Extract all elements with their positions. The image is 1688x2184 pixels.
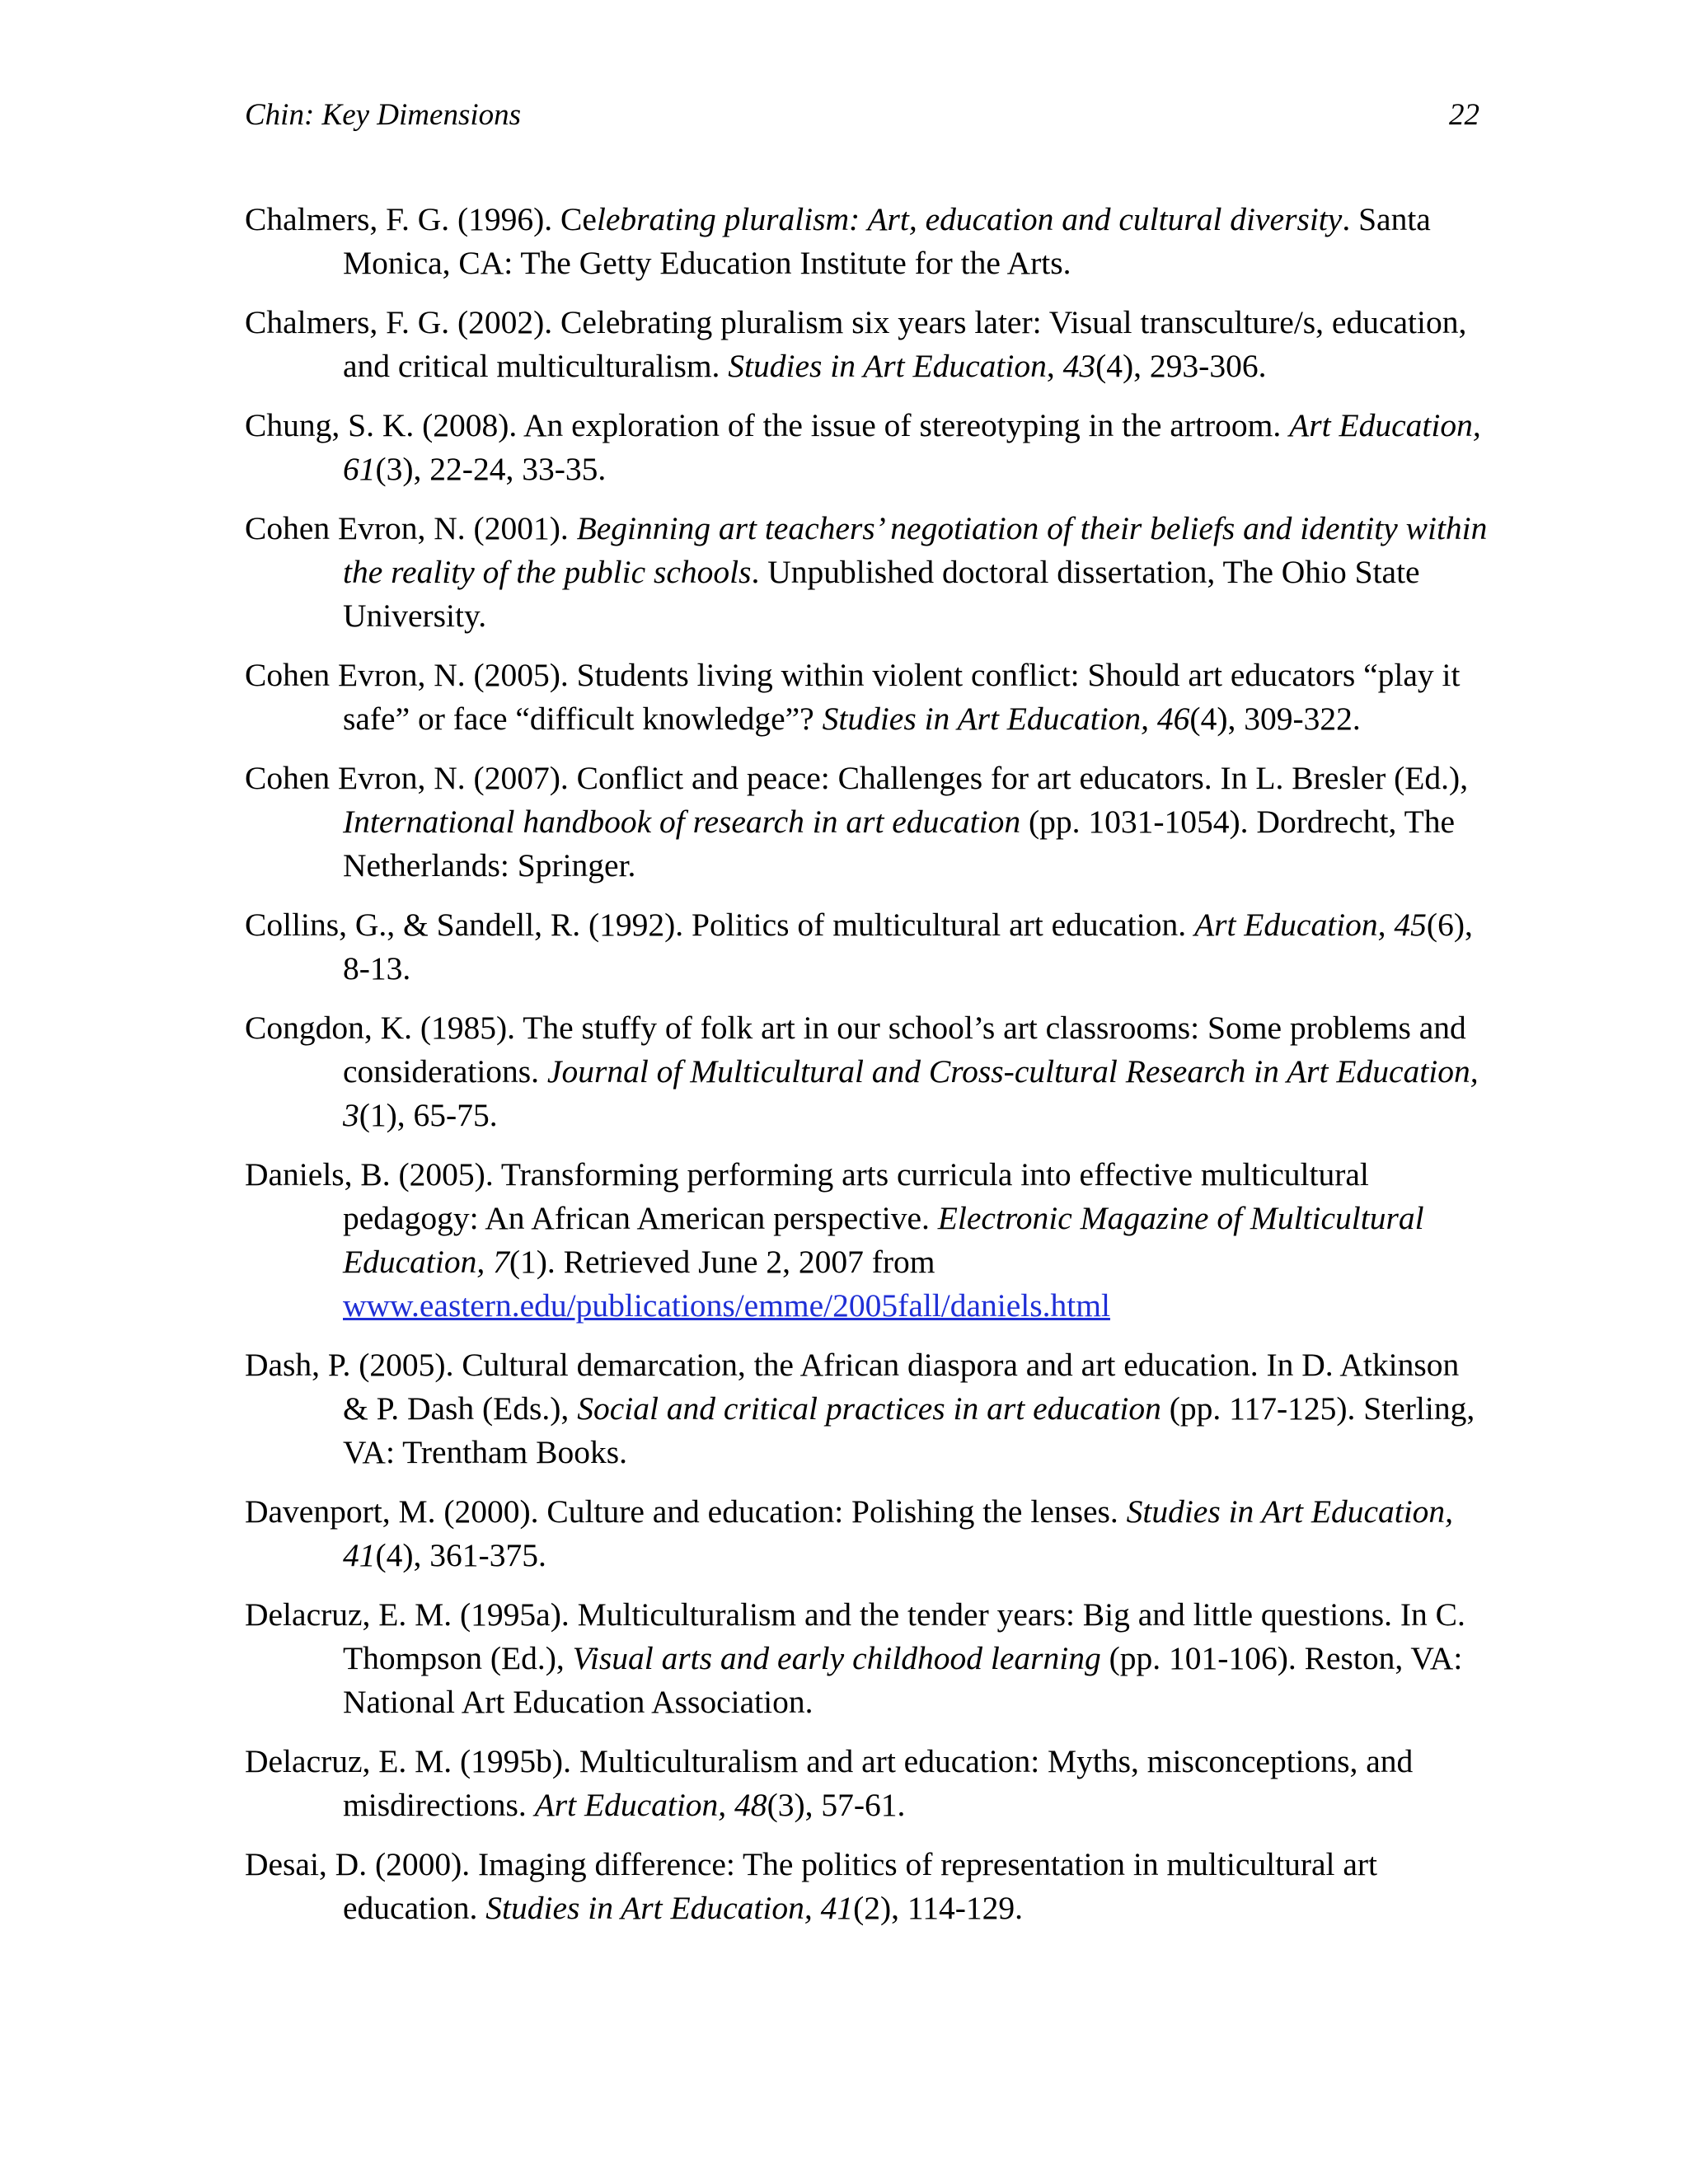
reference-journal: Studies in Art Education, 41: [485, 1890, 854, 1926]
reference-text: (1), 65-75.: [359, 1097, 498, 1133]
reference-journal: Studies in Art Education, 46: [822, 701, 1190, 737]
reference-text: (4), 309-322.: [1189, 701, 1361, 737]
reference-text: Cohen Evron, N. (2007). Conflict and peace: Challenges for art educators. In L. Bresler (Ed.),: [245, 760, 1469, 796]
reference-text: Davenport, M. (2000). Culture and education: Polishing the lenses.: [245, 1493, 1127, 1530]
reference-title: Visual arts and early childhood learning: [572, 1640, 1101, 1676]
reference-text: (2), 114-129.: [853, 1890, 1023, 1926]
reference-text: Delacruz, E. M. (1995b). Multiculturalism and art education: Myths, misconceptions, and misdirections.: [245, 1743, 1414, 1823]
reference-journal: Studies in Art Education, 41: [343, 1493, 1454, 1573]
reference-entry-desai-2000: [245, 1843, 1489, 1930]
reference-entry-davenport-2000: [245, 1490, 1489, 1577]
reference-entry-delacruz-1995b: [245, 1740, 1489, 1827]
reference-journal: Art Education, 45: [1193, 907, 1427, 943]
reference-journal: Art Education, 61: [343, 407, 1481, 487]
reference-entry-daniels-2005: [245, 1153, 1489, 1328]
running-head: Chin: Key Dimensions: [245, 98, 522, 132]
reference-entry-chung-2008: [245, 404, 1489, 491]
reference-text: (3), 22-24, 33-35.: [375, 451, 607, 487]
reference-text: (pp. 1031-1054). Dordrecht, The Netherlands: Springer.: [343, 804, 1455, 883]
reference-text: (4), 293-306.: [1095, 348, 1267, 384]
reference-text: . Santa Monica, CA: The Getty Education Institute for the Arts.: [343, 201, 1431, 281]
reference-entry-delacruz-1995a: [245, 1593, 1489, 1724]
reference-text: ,: [1046, 348, 1063, 384]
reference-text: (pp. 117-125). Sterling, VA: Trentham Books.: [343, 1390, 1475, 1470]
reference-entry-cohen-evron-2005: [245, 654, 1489, 741]
reference-journal: Studies in Art Education: [728, 348, 1047, 384]
reference-text: Delacruz, E. M. (1995a). Multiculturalism and the tender years: Big and little questions. In C. Thompson (Ed.),: [245, 1596, 1465, 1676]
reference-entry-cohen-evron-2001: [245, 507, 1489, 638]
reference-text: (6), 8-13.: [343, 907, 1473, 987]
reference-text: (3), 57-61.: [767, 1787, 906, 1823]
reference-journal: Art Education, 48: [534, 1787, 767, 1823]
reference-entry-collins-sandell-1992: [245, 903, 1489, 991]
reference-text: Cohen Evron, N. (2001).: [245, 510, 577, 546]
reference-entry-cohen-evron-2007: [245, 757, 1489, 888]
reference-text: Desai, D. (2000). Imaging difference: The politics of representation in multicultural art education.: [245, 1846, 1378, 1926]
reference-text: Collins, G., & Sandell, R. (1992). Politics of multicultural art education.: [245, 907, 1194, 943]
reference-journal: Journal of Multicultural and Cross-cultural Research in Art Education, 3: [343, 1053, 1479, 1133]
reference-text: Congdon, K. (1985). The stuffy of folk art in our school’s art classrooms: Some problems and considerations.: [245, 1010, 1466, 1090]
reference-text: . Unpublished doctoral dissertation, The Ohio State University.: [343, 554, 1420, 634]
reference-journal: Electronic Magazine of Multicultural Education, 7: [343, 1200, 1424, 1280]
reference-text: Dash, P. (2005). Cultural demarcation, the African diaspora and art education. In D. Atkinson & P. Dash (Eds.),: [245, 1347, 1460, 1427]
reference-text: (pp. 101-106). Reston, VA: National Art Education Association.: [343, 1640, 1463, 1720]
reference-text: Cohen Evron, N. (2005). Students living within violent conflict: Should art educators “play it safe” or face “difficult knowledge”?: [245, 657, 1461, 737]
reference-text: (1). Retrieved June 2, 2007 from: [509, 1244, 935, 1280]
reference-volume: 43: [1062, 348, 1096, 384]
reference-text: Chalmers, F. G. (1996). Ce: [245, 201, 597, 237]
reference-title: Social and critical practices in art education: [577, 1390, 1161, 1427]
reference-title: Beginning art teachers’ negotiation of their beliefs and identity within the reality of the public schools: [343, 510, 1488, 590]
reference-entry-congdon-1985: [245, 1006, 1489, 1137]
reference-entry-chalmers-1996: [245, 198, 1489, 285]
reference-title: lebrating pluralism: Art, education and cultural diversity: [596, 201, 1343, 237]
page-number: 22: [1449, 98, 1479, 132]
page-header: [245, 96, 1479, 135]
reference-entry-chalmers-2002: [245, 301, 1489, 388]
reference-text: Chalmers, F. G. (2002). Celebrating pluralism six years later: Visual transculture/s, education, and critical multiculturalism.: [245, 304, 1467, 384]
reference-list: [245, 198, 1489, 1946]
reference-text: Daniels, B. (2005). Transforming performing arts curricula into effective multicultural pedagogy: An African American perspective.: [245, 1156, 1369, 1236]
reference-text: (4), 361-375.: [375, 1537, 546, 1573]
reference-url-link[interactable]: www.eastern.edu/publications/emme/2005fall/daniels.html: [343, 1287, 1110, 1324]
reference-title: International handbook of research in art education: [343, 804, 1021, 840]
reference-entry-dash-2005: [245, 1343, 1489, 1474]
reference-text: Chung, S. K. (2008). An exploration of the issue of stereotyping in the artroom.: [245, 407, 1290, 443]
